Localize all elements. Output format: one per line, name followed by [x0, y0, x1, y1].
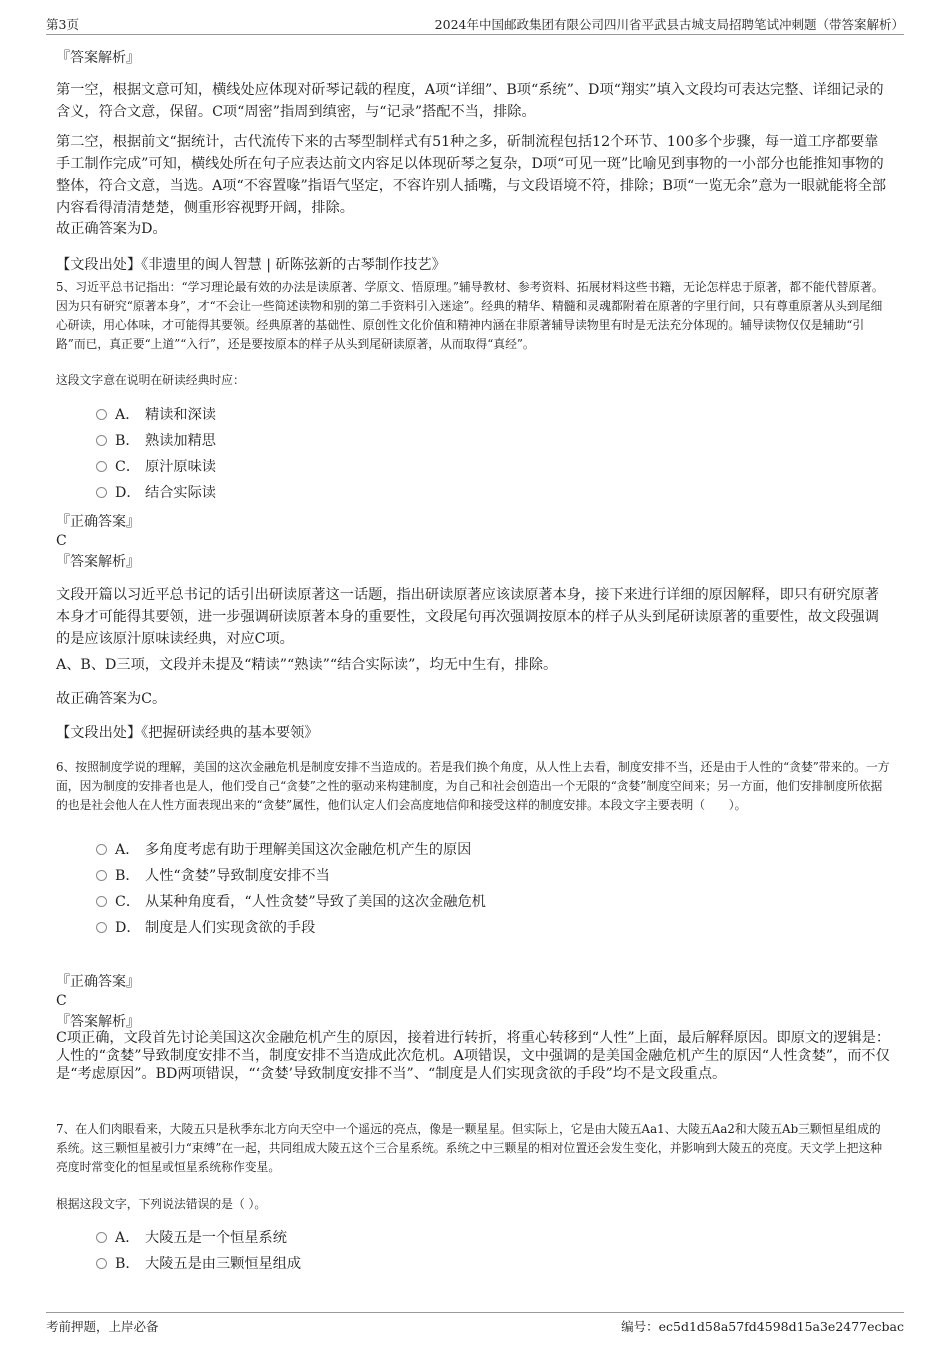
option-b[interactable]	[96, 430, 216, 452]
option-a[interactable]	[96, 1227, 287, 1249]
option-letter: B．	[115, 868, 140, 884]
option-d[interactable]	[96, 482, 216, 504]
radio-icon[interactable]	[96, 922, 107, 933]
option-letter: C．	[115, 894, 141, 910]
document-id: 编号：ec5d1d58a57fd4598d15a3e2477ecbac	[621, 1319, 904, 1334]
radio-icon[interactable]	[96, 409, 107, 420]
option-text: 大陵五是一个恒星系统	[145, 1230, 287, 1246]
analysis-label: 『答案解析』	[56, 554, 140, 570]
analysis-paragraph: A、B、D三项，文段并未提及“精读”“熟读”“结合实际读”，均无中生有，排除。	[56, 657, 558, 673]
option-a[interactable]	[96, 404, 216, 426]
analysis-paragraph: 第二空，根据前文“据统计，古代流传下来的古琴型制样式有51种之多，斫制流程包括12个环节、100多个步骤，每一道工序都要靠手工制作完成”可知，横线处所在句子应表达前文内容足以体现斫琴之复杂，D项“可见一斑”比喻见到事物的一小部分也能推知事物的整体，符合文意，当选。A项“不容置喙”指语气坚定，不容许别人插嘴，与文段语境不符，排除；B项“一览无余”意为一眼就能将全部内容看得清清楚楚，侧重形容视野开阔，排除。	[56, 134, 887, 216]
option-letter: A．	[115, 407, 140, 423]
option-letter: B．	[115, 433, 140, 449]
page-footer	[46, 1312, 904, 1337]
option-b[interactable]	[96, 1253, 301, 1275]
option-text: 人性“贪婪”导致制度安排不当	[145, 868, 330, 884]
option-text: 精读和深读	[145, 407, 216, 423]
radio-icon[interactable]	[96, 844, 107, 855]
option-letter: D．	[115, 920, 141, 936]
page-header	[46, 12, 904, 35]
option-text: 制度是人们实现贪欲的手段	[145, 920, 316, 936]
radio-icon[interactable]	[96, 487, 107, 498]
question-stem: 7、在人们肉眼看来，大陵五只是秋季东北方向天空中一个遥远的亮点，像是一颗星星。但实际上，它是由大陵五Aa1、大陵五Aa2和大陵五Ab三颗恒星组成的系统。这三颗恒星被引力“束缚”在一起，共同组成大陵五这个三合星系统。系统之中三颗星的相对位置还会发生变化，并影响到大陵五的亮度。天文学上把这种亮度时常变化的恒星或恒星系统称作变星。	[56, 1122, 883, 1174]
option-letter: A．	[115, 842, 140, 858]
page-number: 第3页	[46, 17, 79, 32]
correct-answer: C	[56, 993, 67, 1009]
correct-answer-label: 『正确答案』	[56, 974, 140, 990]
option-letter: D．	[115, 485, 141, 501]
question-stem: 6、按照制度学说的理解，美国的这次金融危机是制度安排不当造成的。若是我们换个角度，从人性上去看，制度安排不当，还是由于人性的“贪婪”带来的。一方面，因为制度的安排者也是人，他们受自己“贪婪”之性的驱动来构建制度，为自己和社会创造出一个无限的“贪婪”制度空间来；另一方面，他们安排制度所依据的也是社会他人在人性方面表现出来的“贪婪”属性，他们认定人们会高度地信仰和接受这样的制度安排。本段文字主要表明（ ）。	[56, 760, 890, 812]
analysis-paragraph: 文段开篇以习近平总书记的话引出研读原著这一话题，指出研读原著应该读原著本身，接下来进行详细的原因解释，即只有研究原著本身才可能得其要领，进一步强调研读原著本身的重要性，文段尾句再次强调按原本的样子从头到尾研读原著的重要性，故文段强调的是应该原汁原味读经典，对应C项。	[56, 587, 879, 647]
option-letter: B．	[115, 1256, 140, 1272]
option-text: 多角度考虑有助于理解美国这次金融危机产生的原因	[145, 842, 472, 858]
answer-conclusion: 故正确答案为D。	[56, 221, 167, 237]
option-a[interactable]	[96, 839, 471, 861]
analysis-paragraph: C项正确，文段首先讨论美国这次金融危机产生的原因，接着进行转折，将重心转移到“人性”上面，最后解释原因。即原文的逻辑是：人性的“贪婪”导致制度安排不当，制度安排不当造成此次危机。A项错误，文中强调的是美国金融危机产生的原因“人性贪婪”，而不仅是“考虑原因”。BD两项错误，“‘贪婪’导致制度安排不当”、“制度是人们实现贪欲的手段”均不是文段重点。	[56, 1030, 891, 1082]
option-letter: A．	[115, 1230, 140, 1246]
option-c[interactable]	[96, 456, 216, 478]
question-prompt: 根据这段文字，下列说法错误的是（ ）。	[56, 1197, 267, 1211]
analysis-paragraph: 第一空，根据文意可知，横线处应体现对斫琴记载的程度，A项“详细”、B项“系统”、D项“翔实”填入文段均可表达完整、详细记录的含义，符合文意，保留。C项“周密”指周到缜密，与“记录”搭配不当，排除。	[56, 82, 884, 120]
option-b[interactable]	[96, 865, 330, 887]
source-citation: 【文段出处】《把握研读经典的基本要领》	[56, 725, 319, 741]
option-d[interactable]	[96, 917, 315, 939]
correct-answer-label: 『正确答案』	[56, 514, 140, 530]
option-text: 从某种角度看，“人性贪婪”导致了美国的这次金融危机	[145, 894, 486, 910]
option-text: 结合实际读	[145, 485, 216, 501]
radio-icon[interactable]	[96, 1232, 107, 1243]
answer-conclusion: 故正确答案为C。	[56, 691, 167, 707]
option-text: 原汁原味读	[145, 459, 216, 475]
correct-answer: C	[56, 533, 67, 549]
option-letter: C．	[115, 459, 141, 475]
radio-icon[interactable]	[96, 1258, 107, 1269]
analysis-label: 『答案解析』	[56, 1014, 140, 1030]
option-c[interactable]	[96, 891, 486, 913]
source-citation: 【文段出处】《非遗里的闽人智慧 | 斫陈弦新的古琴制作技艺》	[56, 257, 446, 273]
footer-slogan: 考前押题，上岸必备	[46, 1319, 159, 1334]
question-stem: 5、习近平总书记指出：“学习理论最有效的办法是读原著、学原文、悟原理。”辅导教材、参考资料、拓展材料这些书籍，无论怎样忠于原著，都不能代替原著。因为只有研究“原著本身”，才“不会让一些简述读物和别的第二手资料引入迷途”。经典的精华、精髓和灵魂都附着在原著的字里行间，只有尊重原著从头到尾细心研读，用心体味，才可能得其要领。经典原著的基础性、原创性文化价值和精神内涵在非原著辅导读物里有时是无法充分体现的。辅导读物仅仅是辅助“引路”而已，真正要“上道”“入行”，还是要按原本的样子从头到尾研读原著，从而取得“真经”。	[56, 280, 884, 351]
document-title: 2024年中国邮政集团有限公司四川省平武县古城支局招聘笔试冲刺题（带答案解析）	[434, 17, 904, 32]
option-text: 熟读加精思	[145, 433, 216, 449]
radio-icon[interactable]	[96, 461, 107, 472]
radio-icon[interactable]	[96, 870, 107, 881]
option-text: 大陵五是由三颗恒星组成	[145, 1256, 302, 1272]
question-prompt: 这段文字意在说明在研读经典时应：	[56, 373, 245, 387]
radio-icon[interactable]	[96, 896, 107, 907]
analysis-label: 『答案解析』	[56, 50, 140, 66]
radio-icon[interactable]	[96, 435, 107, 446]
